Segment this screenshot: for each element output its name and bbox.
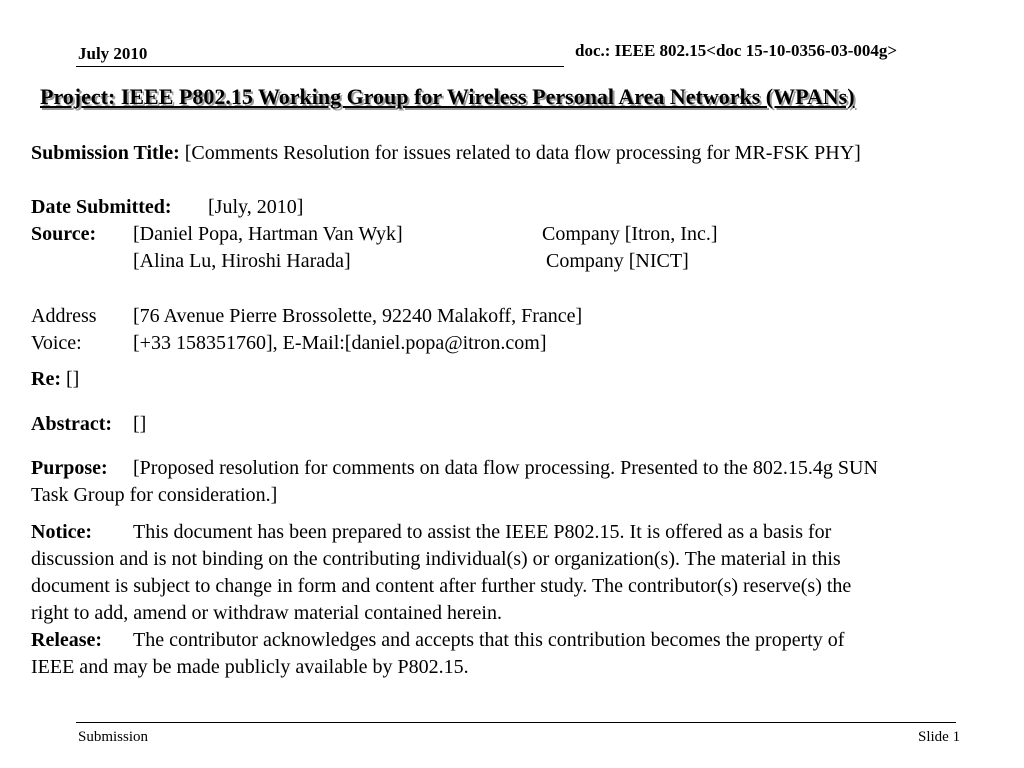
source-company-2: Company [NICT]	[546, 250, 689, 272]
re-label: Re:	[31, 368, 61, 390]
notice-line-1: This document has been prepared to assist the IEEE P802.15. It is offered as a basis for	[133, 521, 832, 543]
voice-value: [+33 158351760], E-Mail:[daniel.popa@itron.com]	[133, 332, 547, 354]
address-value: [76 Avenue Pierre Brossolette, 92240 Malakoff, France]	[133, 305, 583, 327]
release-line-2: IEEE and may be made publicly available by P802.15.	[31, 656, 469, 678]
footer-divider	[76, 722, 956, 723]
notice-label: Notice:	[31, 521, 93, 543]
notice-line-2: discussion and is not binding on the contributing individual(s) or organization(s). The material in this	[31, 548, 841, 570]
purpose-line-1: [Proposed resolution for comments on data flow processing. Presented to the 802.15.4g SUN	[133, 457, 878, 479]
release-label: Release:	[31, 629, 103, 651]
notice-line-3: document is subject to change in form and content after further study. The contributor(s) reserve(s) the	[31, 575, 852, 597]
document-id: doc.: IEEE 802.15<doc 15-10-0356-03-004g>	[575, 41, 898, 60]
re-row	[31, 366, 79, 393]
footer-submission: Submission	[78, 729, 149, 745]
source-authors-1: [Daniel Popa, Hartman Van Wyk]	[133, 223, 403, 245]
re-value: []	[65, 368, 80, 390]
address-label: Address	[31, 305, 97, 327]
source-authors-2: [Alina Lu, Hiroshi Harada]	[133, 250, 351, 272]
submission-title-row	[31, 140, 861, 167]
purpose-line-2: Task Group for consideration.]	[31, 484, 278, 506]
notice-line-4: right to add, amend or withdraw material contained herein.	[31, 602, 502, 624]
date-submitted-value: [July, 2010]	[208, 196, 304, 218]
project-title: Project: IEEE P802.15 Working Group for Wireless Personal Area Networks (WPANs)	[40, 84, 855, 109]
voice-label: Voice:	[31, 332, 82, 354]
source-label: Source:	[31, 223, 97, 245]
date-submitted-label: Date Submitted:	[31, 196, 172, 218]
abstract-value: []	[133, 413, 147, 435]
release-line-1: The contributor acknowledges and accepts that this contribution becomes the property of	[133, 629, 845, 651]
abstract-label: Abstract:	[31, 413, 113, 435]
source-company-1: Company [Itron, Inc.]	[542, 223, 718, 245]
purpose-label: Purpose:	[31, 457, 108, 479]
submission-title-label: Submission Title:	[31, 142, 180, 164]
footer-slide-number: Slide 1	[918, 729, 961, 745]
submission-title-value: [Comments Resolution for issues related to data flow processing for MR-FSK PHY]	[184, 142, 861, 164]
header-date: July 2010	[78, 44, 148, 63]
header-divider	[76, 66, 564, 67]
